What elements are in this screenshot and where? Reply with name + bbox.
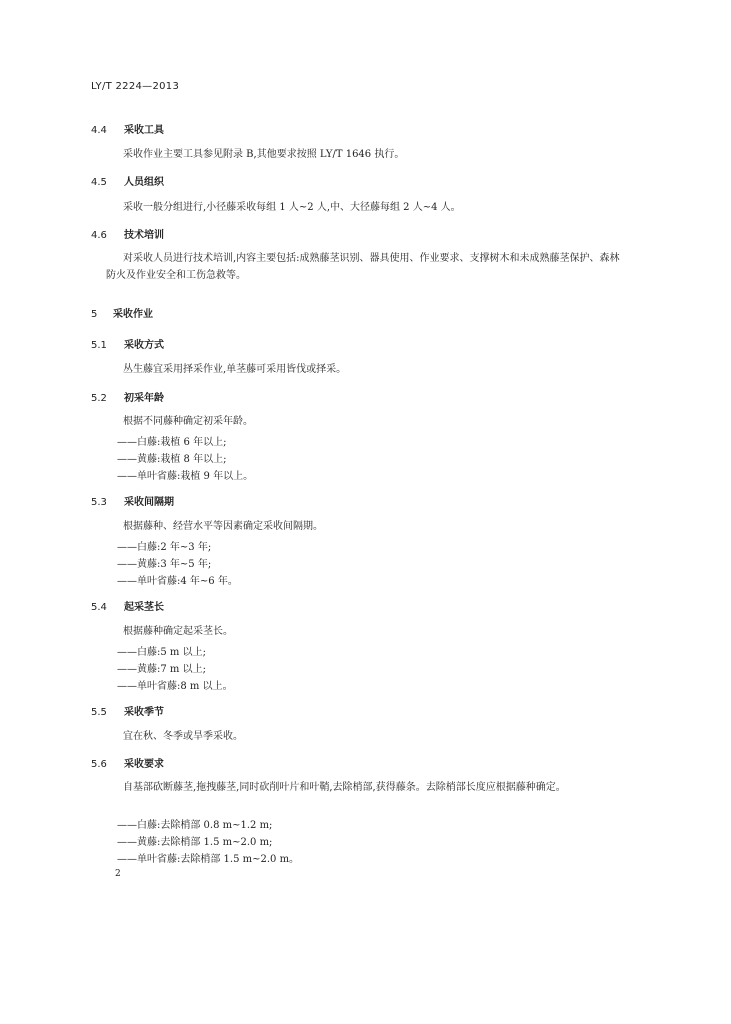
section-number: 5.1 <box>91 340 107 351</box>
section-paragraph-5-6: 自基部砍断藤茎,拖拽藤茎,同时砍削叶片和叶鞘,去除梢部,获得藤条。去除梢部长度应根据藤种确定。 <box>123 782 566 793</box>
list-item: ——白藤:去除梢部 0.8 m~1.2 m; <box>117 820 273 831</box>
list-item: ——黄藤:栽植 8 年以上; <box>117 454 227 465</box>
list-item: ——单叶省藤:去除梢部 1.5 m~2.0 m。 <box>117 854 300 865</box>
list-item: ——单叶省藤:4 年~6 年。 <box>117 576 238 587</box>
section-heading-4-5 <box>91 173 164 188</box>
section-paragraph-5-1: 丛生藤宜采用择采作业,单茎藤可采用皆伐或择采。 <box>123 364 347 375</box>
section-number: 5.6 <box>91 759 107 770</box>
section-paragraph-4-6: 对采收人员进行技术培训,内容主要包括:成熟藤茎识别、器具使用、作业要求、支撑树木和未成熟藤茎保护、森林防火及作业安全和工伤急救等。 <box>106 253 620 281</box>
section-paragraph-5-3: 根据藤种、经营水平等因素确定采收间隔期。 <box>123 521 323 532</box>
section-number: 4.6 <box>91 230 107 241</box>
section-title: 人员组织 <box>124 177 164 188</box>
list-item: ——白藤:2 年~3 年; <box>117 542 212 553</box>
section-number: 5.4 <box>91 602 107 613</box>
section-title: 初采年龄 <box>124 393 164 404</box>
section-number: 5.5 <box>91 707 107 718</box>
section-paragraph-5-4: 根据藤种确定起采茎长。 <box>123 626 233 637</box>
chapter-heading-5 <box>91 305 153 320</box>
section-heading-5-2 <box>91 389 164 404</box>
section-heading-4-6 <box>91 226 164 241</box>
section-heading-5-5 <box>91 703 164 718</box>
section-title: 采收要求 <box>124 759 164 770</box>
section-paragraph-4-5: 采收一般分组进行,小径藤采收每组 1 人~2 人,中、大径藤每组 2 人~4 人。 <box>123 202 461 213</box>
standard-code-header: LY/T 2224—2013 <box>91 81 180 92</box>
section-number: 4.4 <box>91 125 107 136</box>
list-item: ——黄藤:3 年~5 年; <box>117 559 212 570</box>
section-title: 采收作业 <box>113 309 153 320</box>
list-item: ——黄藤:去除梢部 1.5 m~2.0 m; <box>117 837 273 848</box>
section-number: 4.5 <box>91 177 107 188</box>
section-heading-5-3 <box>91 493 174 508</box>
section-title: 起采茎长 <box>124 602 164 613</box>
section-number: 5.3 <box>91 497 107 508</box>
list-item: ——单叶省藤:8 m 以上。 <box>117 681 233 692</box>
section-number: 5 <box>91 309 98 320</box>
list-item: ——白藤:5 m 以上; <box>117 647 206 658</box>
list-item: ——白藤:栽植 6 年以上; <box>117 437 227 448</box>
section-heading-4-4 <box>91 121 164 136</box>
section-heading-5-4 <box>91 598 164 613</box>
section-title: 技术培训 <box>124 230 164 241</box>
section-number: 5.2 <box>91 393 107 404</box>
section-title: 采收季节 <box>124 707 164 718</box>
section-heading-5-6 <box>91 755 164 770</box>
section-title: 采收间隔期 <box>124 497 174 508</box>
section-paragraph-5-5: 宜在秋、冬季或旱季采收。 <box>123 731 243 742</box>
section-paragraph-4-4: 采收作业主要工具参见附录 B,其他要求按照 LY/T 1646 执行。 <box>123 149 405 160</box>
page-number: 2 <box>115 869 121 879</box>
section-title: 采收工具 <box>124 125 164 136</box>
list-item: ——黄藤:7 m 以上; <box>117 664 206 675</box>
section-title: 采收方式 <box>124 340 164 351</box>
list-item: ——单叶省藤:栽植 9 年以上。 <box>117 471 254 482</box>
section-paragraph-5-2: 根据不同藤种确定初采年龄。 <box>123 416 253 427</box>
section-heading-5-1 <box>91 336 164 351</box>
